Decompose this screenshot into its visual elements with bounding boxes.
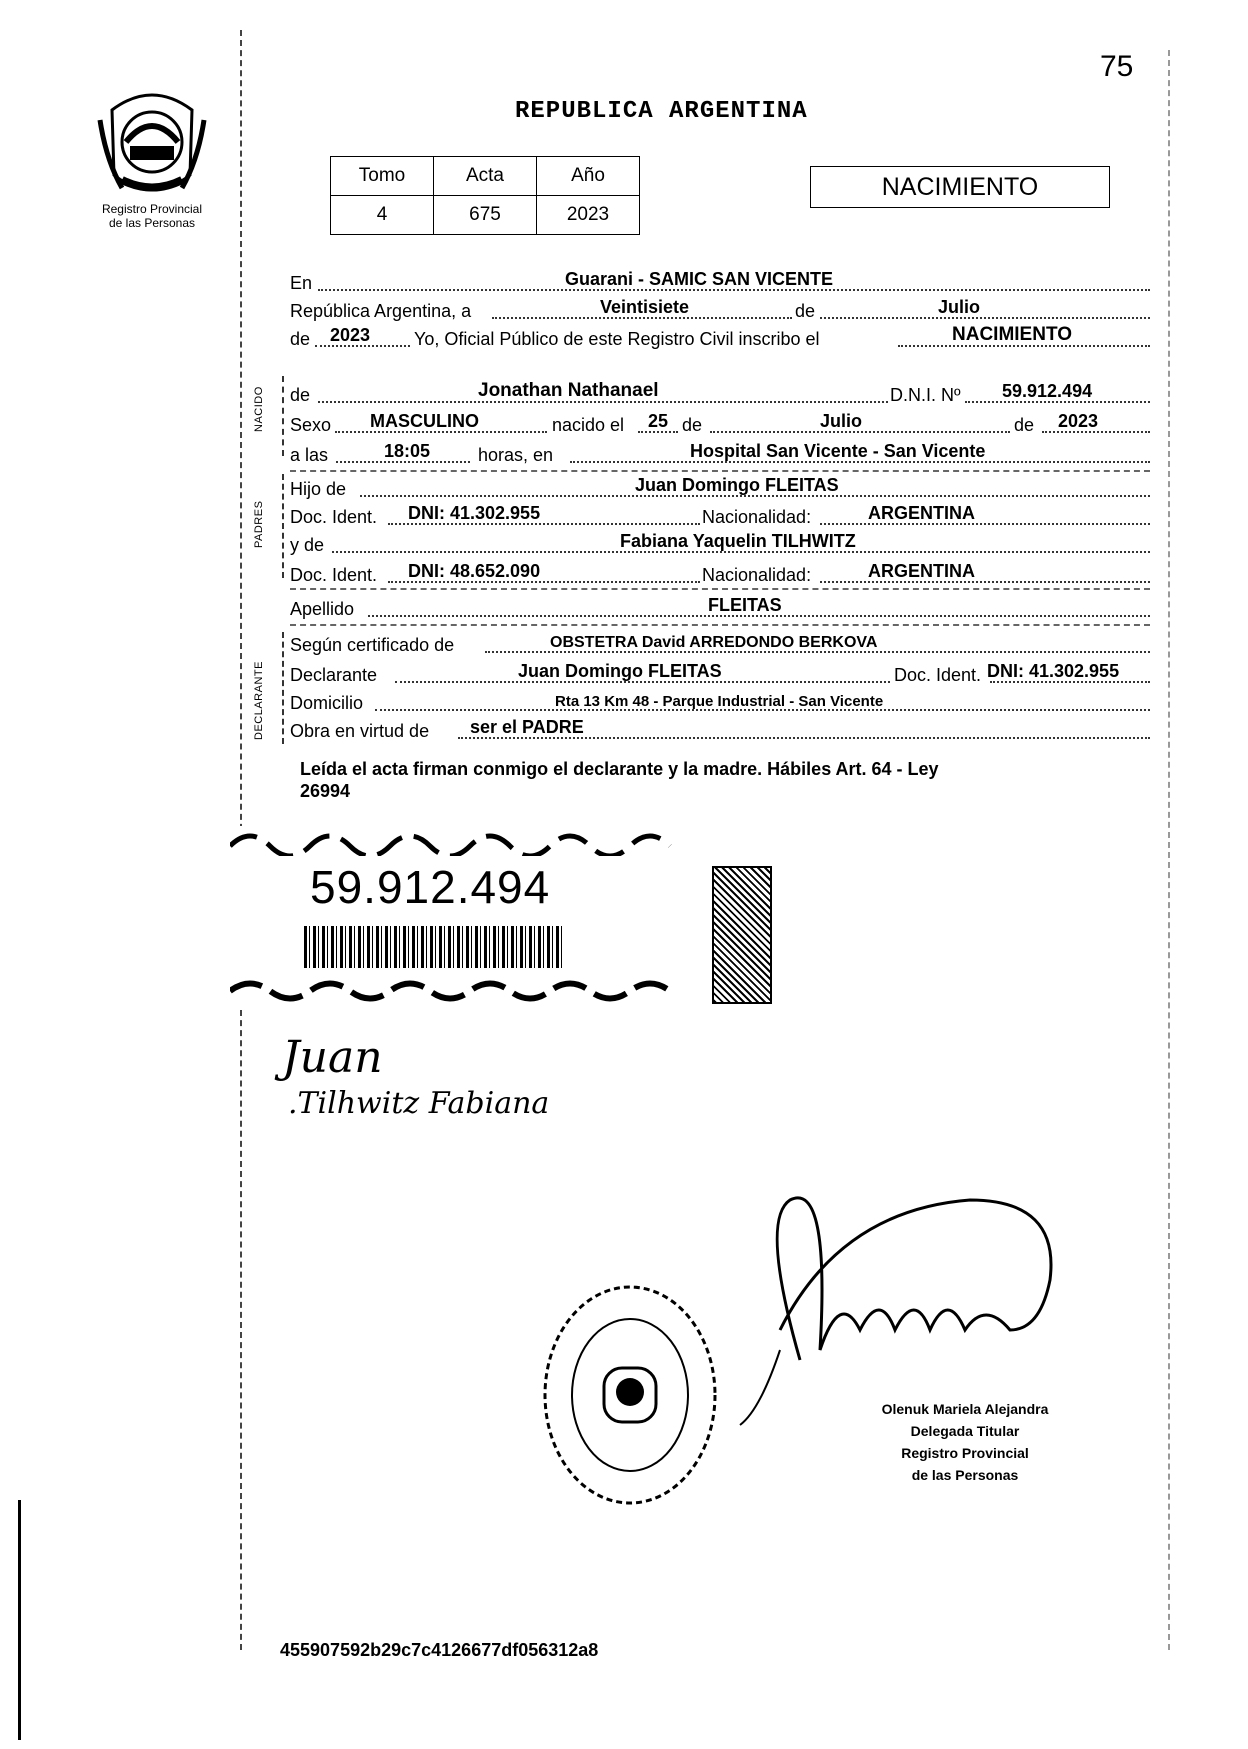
value-nac-dia: 25 xyxy=(648,411,669,431)
label-republica: República Argentina, a xyxy=(290,301,472,321)
label-obra: Obra en virtud de xyxy=(290,721,430,741)
barcode xyxy=(304,926,564,968)
closing-text-line-2: 26994 xyxy=(300,781,351,801)
row-sexo xyxy=(290,410,1150,438)
official-office-2: de las Personas xyxy=(911,1467,1019,1483)
section-line xyxy=(282,376,284,456)
value-decl-doc: DNI: 41.302.955 xyxy=(987,661,1120,681)
label-alas: a las xyxy=(290,445,329,465)
sticker-pattern-top xyxy=(230,826,690,856)
hologram-seal xyxy=(712,866,772,1004)
document-hash: 455907592b29c7c4126677df056312a8 xyxy=(280,1640,599,1660)
logo-caption xyxy=(62,202,242,230)
value-padre-nac: ARGENTINA xyxy=(868,503,975,523)
section-separator xyxy=(290,588,1150,590)
value-sexo: MASCULINO xyxy=(370,411,479,431)
value-place: Guarani - SAMIC SAN VICENTE xyxy=(565,269,834,289)
value-dni: 59.912.494 xyxy=(1002,381,1093,401)
section-line xyxy=(282,474,284,578)
tomo-acta-table xyxy=(330,156,640,235)
value-hora: 18:05 xyxy=(384,441,431,461)
label-hijo: Hijo de xyxy=(290,479,347,499)
label-yde: y de xyxy=(290,535,325,555)
label-dni: D.N.I. Nº xyxy=(890,385,961,405)
official-name-block xyxy=(830,1398,1100,1486)
label-doc-ident: Doc. Ident. xyxy=(290,507,378,527)
label-doc-ident: Doc. Ident. xyxy=(290,565,378,585)
row-obra xyxy=(290,716,1150,744)
section-separator xyxy=(290,624,1150,626)
official-name: Olenuk Mariela Alejandra xyxy=(881,1401,1049,1417)
document-type-box: NACIMIENTO xyxy=(810,166,1110,208)
row-padre-doc xyxy=(290,502,1150,530)
row-declarante xyxy=(290,660,1150,688)
row-en xyxy=(290,268,1150,296)
official-title: Delegada Titular xyxy=(910,1423,1020,1439)
row-certificado xyxy=(290,630,1150,658)
closing-text xyxy=(300,758,1130,802)
label-domicilio: Domicilio xyxy=(290,693,364,713)
page-title: REPUBLICA ARGENTINA xyxy=(515,98,808,125)
sticker-dni-number: 59.912.494 xyxy=(310,861,551,913)
value-madre: Fabiana Yaquelin TILHWITZ xyxy=(620,531,856,551)
table-value-tomo: 4 xyxy=(331,196,434,235)
label-de3: de xyxy=(290,385,311,405)
table-header-acta: Acta xyxy=(434,157,537,196)
value-nac-mes: Julio xyxy=(820,411,863,431)
row-madre-doc xyxy=(290,560,1150,588)
official-stamp xyxy=(540,1280,720,1515)
row-republica xyxy=(290,296,1150,324)
value-day: Veintisiete xyxy=(600,297,690,317)
value-nac-anio: 2023 xyxy=(1058,411,1099,431)
label-de: de xyxy=(795,301,816,321)
side-label-declarante: DECLARANTE xyxy=(253,661,265,740)
value-madre-doc: DNI: 48.652.090 xyxy=(408,561,541,581)
label-horas: horas, en xyxy=(478,445,554,465)
label-certificado: Según certificado de xyxy=(290,635,455,655)
value-tipo: NACIMIENTO xyxy=(952,324,1072,345)
value-obra: ser el PADRE xyxy=(470,717,584,737)
value-madre-nac: ARGENTINA xyxy=(868,561,975,581)
label-decl-doc: Doc. Ident. xyxy=(894,665,982,685)
section-line xyxy=(282,632,284,744)
value-certificado: OBSTETRA David ARREDONDO BERKOVA xyxy=(550,634,878,651)
logo-caption-line-1: Registro Provincial xyxy=(101,202,203,216)
logo-caption-line-2: de las Personas xyxy=(108,216,196,230)
section-separator xyxy=(290,470,1150,472)
row-apellido xyxy=(290,594,1150,622)
misiones-logo xyxy=(92,80,212,205)
row-hora xyxy=(290,440,1150,468)
value-padre: Juan Domingo FLEITAS xyxy=(635,475,839,495)
left-edge-bar xyxy=(18,1500,21,1740)
value-apellido: FLEITAS xyxy=(708,595,782,615)
label-de2: de xyxy=(290,329,311,349)
side-label-padres: PADRES xyxy=(253,500,265,548)
row-hijo xyxy=(290,474,1150,502)
label-de4: de xyxy=(682,415,703,435)
label-nacionalidad: Nacionalidad: xyxy=(702,565,812,585)
left-margin-line-lower xyxy=(240,1010,242,1650)
row-domicilio xyxy=(290,688,1150,716)
row-anio xyxy=(290,324,1150,352)
value-declarante: Juan Domingo FLEITAS xyxy=(518,661,722,681)
label-apellido: Apellido xyxy=(290,599,355,619)
right-margin-line xyxy=(1168,50,1170,1650)
dni-sticker xyxy=(230,826,690,1006)
table-header-anio: Año xyxy=(537,157,640,196)
label-en: En xyxy=(290,273,313,293)
closing-text-line-1: Leída el acta firman conmigo el declarante y la madre. Hábiles Art. 64 - Ley xyxy=(300,759,939,779)
value-domicilio: Rta 13 Km 48 - Parque Industrial - San Vicente xyxy=(555,693,884,710)
label-declarante: Declarante xyxy=(290,665,378,685)
official-office-1: Registro Provincial xyxy=(901,1445,1029,1461)
label-oficial: Yo, Oficial Público de este Registro Civil inscribo el xyxy=(414,329,820,349)
label-nacionalidad: Nacionalidad: xyxy=(702,507,812,527)
label-sexo: Sexo xyxy=(290,415,332,435)
left-margin-line xyxy=(240,30,242,850)
page-number: 75 xyxy=(1100,50,1134,83)
row-madre xyxy=(290,530,1150,558)
value-nombre: Jonathan Nathanael xyxy=(478,380,659,401)
signature-declarante: Juan xyxy=(282,1032,383,1083)
row-nombre xyxy=(290,380,1150,408)
dotted-line xyxy=(820,317,1150,319)
value-year: 2023 xyxy=(330,325,371,345)
sticker-pattern-bottom xyxy=(230,976,690,1006)
label-de5: de xyxy=(1014,415,1035,435)
value-lugar: Hospital San Vicente - San Vicente xyxy=(690,441,986,461)
table-value-acta: 675 xyxy=(434,196,537,235)
table-header-tomo: Tomo xyxy=(331,157,434,196)
side-label-nacido: NACIDO xyxy=(253,386,265,432)
signature-madre: .Tilhwitz Fabiana xyxy=(288,1086,550,1121)
value-padre-doc: DNI: 41.302.955 xyxy=(408,503,541,523)
table-value-anio: 2023 xyxy=(537,196,640,235)
value-month: Julio xyxy=(938,297,981,317)
label-nacido: nacido el xyxy=(552,415,625,435)
